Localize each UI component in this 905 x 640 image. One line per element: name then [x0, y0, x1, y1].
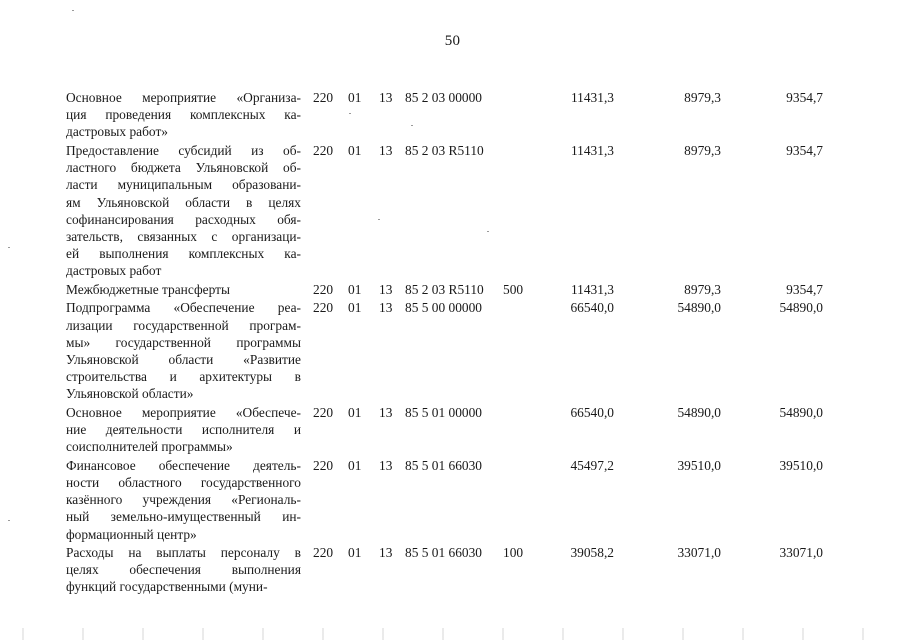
expense-type-code: 100 — [503, 545, 524, 561]
row-name-line: Подпрограмма «Обеспечение реа- — [66, 300, 301, 316]
amount-year-3: 54890,0 — [779, 300, 823, 316]
scan-edge-noise — [0, 628, 905, 640]
row-name-line: ция проведения комплексных ка- — [66, 107, 301, 123]
admin-code: 220 — [313, 90, 334, 105]
amount-year-1: 11431,3 — [570, 90, 614, 105]
table-row — [66, 89, 856, 141]
section-code: 01 — [348, 545, 362, 561]
row-name-line: зательств, связанных с организаци- — [66, 228, 301, 244]
scan-speck — [72, 10, 74, 11]
target-article-code: 85 2 03 R5110 — [405, 142, 484, 158]
scan-speck — [378, 219, 380, 220]
row-name — [66, 142, 301, 280]
row-name — [66, 89, 301, 141]
row-name-line: ластного бюджета Ульяновской об- — [66, 160, 301, 176]
amount-year-1: 66540,0 — [570, 404, 614, 420]
row-name-line: целях обеспечения выполнения — [66, 562, 301, 578]
amount-year-1: 66540,0 — [570, 300, 614, 316]
expense-type-code: 500 — [503, 281, 524, 297]
row-name-line: Ульяновской области» — [66, 386, 194, 402]
section-code: 01 — [348, 457, 362, 473]
amount-year-3: 54890,0 — [779, 404, 823, 420]
amount-year-1: 11431,3 — [570, 142, 614, 158]
section-code: 01 — [348, 142, 362, 158]
row-name-line: Расходы на выплаты персоналу в — [66, 545, 301, 561]
admin-code: 220 — [313, 457, 334, 473]
table-row — [66, 457, 856, 543]
amount-year-3: 9354,7 — [786, 142, 823, 158]
row-name — [66, 281, 301, 298]
row-name-line: строительства и архитектуры в — [66, 369, 301, 385]
row-name-line: ласти муниципальным образовани- — [66, 177, 301, 193]
amount-year-1: 45497,2 — [570, 457, 614, 473]
section-code: 01 — [348, 300, 362, 316]
row-name-line: дастровых работ» — [66, 124, 168, 140]
row-name — [66, 404, 301, 456]
amount-year-2: 8979,3 — [684, 90, 721, 105]
target-article-code: 85 5 00 00000 — [405, 300, 482, 316]
target-article-code: 85 2 03 R5110 — [405, 281, 484, 297]
amount-year-2: 8979,3 — [684, 281, 721, 297]
row-name-line: казённого учреждения «Региональ- — [66, 492, 301, 508]
amount-year-3: 39510,0 — [779, 457, 823, 473]
row-name-line: Финансовое обеспечение деятель- — [66, 457, 301, 473]
table-row — [66, 281, 856, 298]
amount-year-2: 8979,3 — [684, 142, 721, 158]
table-row — [66, 404, 856, 456]
target-article-code: 85 2 03 00000 — [405, 90, 482, 105]
admin-code: 220 — [313, 404, 334, 420]
scan-speck — [8, 247, 10, 248]
table-row — [66, 544, 856, 596]
section-code: 01 — [348, 90, 362, 105]
target-article-code: 85 5 01 66030 — [405, 457, 482, 473]
scan-speck — [8, 520, 10, 521]
admin-code: 220 — [313, 545, 334, 561]
amount-year-1: 11431,3 — [570, 281, 614, 297]
row-name-line: ности областного государственного — [66, 474, 301, 490]
row-name-line: Ульяновской области «Развитие — [66, 351, 301, 367]
row-name — [66, 299, 301, 402]
amount-year-2: 33071,0 — [677, 545, 721, 561]
subsection-code: 13 — [379, 300, 393, 316]
amount-year-2: 54890,0 — [677, 300, 721, 316]
target-article-code: 85 5 01 66030 — [405, 545, 482, 561]
scan-speck — [411, 125, 413, 126]
budget-table — [66, 89, 856, 597]
admin-code: 220 — [313, 142, 334, 158]
target-article-code: 85 5 01 00000 — [405, 404, 482, 420]
row-name-line: Предоставление субсидий из об- — [66, 142, 301, 158]
row-name — [66, 457, 301, 543]
row-name-line: ей выполнения комплексных ка- — [66, 246, 301, 262]
row-name-line: мы» государственной программы — [66, 334, 301, 350]
row-name-line: ям Ульяновской области в целях — [66, 194, 301, 210]
row-name-line: функций государственными (муни- — [66, 579, 268, 595]
row-name-line: соисполнителей программы» — [66, 439, 233, 455]
amount-year-1: 39058,2 — [570, 545, 614, 561]
row-name-line: Основное мероприятие «Организа- — [66, 90, 301, 105]
row-name-line: дастровых работ — [66, 263, 162, 279]
page-number: 50 — [444, 33, 461, 49]
amount-year-2: 39510,0 — [677, 457, 721, 473]
row-name-line: Основное мероприятие «Обеспече- — [66, 404, 301, 420]
subsection-code: 13 — [379, 404, 393, 420]
admin-code: 220 — [313, 281, 334, 297]
row-name — [66, 544, 301, 596]
subsection-code: 13 — [379, 457, 393, 473]
amount-year-3: 9354,7 — [786, 90, 823, 105]
table-row — [66, 299, 856, 402]
row-name-line: лизации государственной програм- — [66, 317, 301, 333]
row-name-line: ный земельно-имущественный ин- — [66, 509, 301, 525]
section-code: 01 — [348, 281, 362, 297]
scan-speck — [487, 231, 489, 232]
section-code: 01 — [348, 404, 362, 420]
scan-speck — [349, 113, 351, 114]
row-name-line: ние деятельности исполнителя и — [66, 422, 301, 438]
amount-year-2: 54890,0 — [677, 404, 721, 420]
subsection-code: 13 — [379, 281, 393, 297]
row-name-line: софинансирования расходных обя- — [66, 211, 301, 227]
table-row — [66, 142, 856, 280]
row-name-line: Межбюджетные трансферты — [66, 281, 230, 297]
subsection-code: 13 — [379, 90, 393, 105]
row-name-line: формационный центр» — [66, 526, 197, 542]
amount-year-3: 33071,0 — [779, 545, 823, 561]
subsection-code: 13 — [379, 142, 393, 158]
admin-code: 220 — [313, 300, 334, 316]
subsection-code: 13 — [379, 545, 393, 561]
amount-year-3: 9354,7 — [786, 281, 823, 297]
